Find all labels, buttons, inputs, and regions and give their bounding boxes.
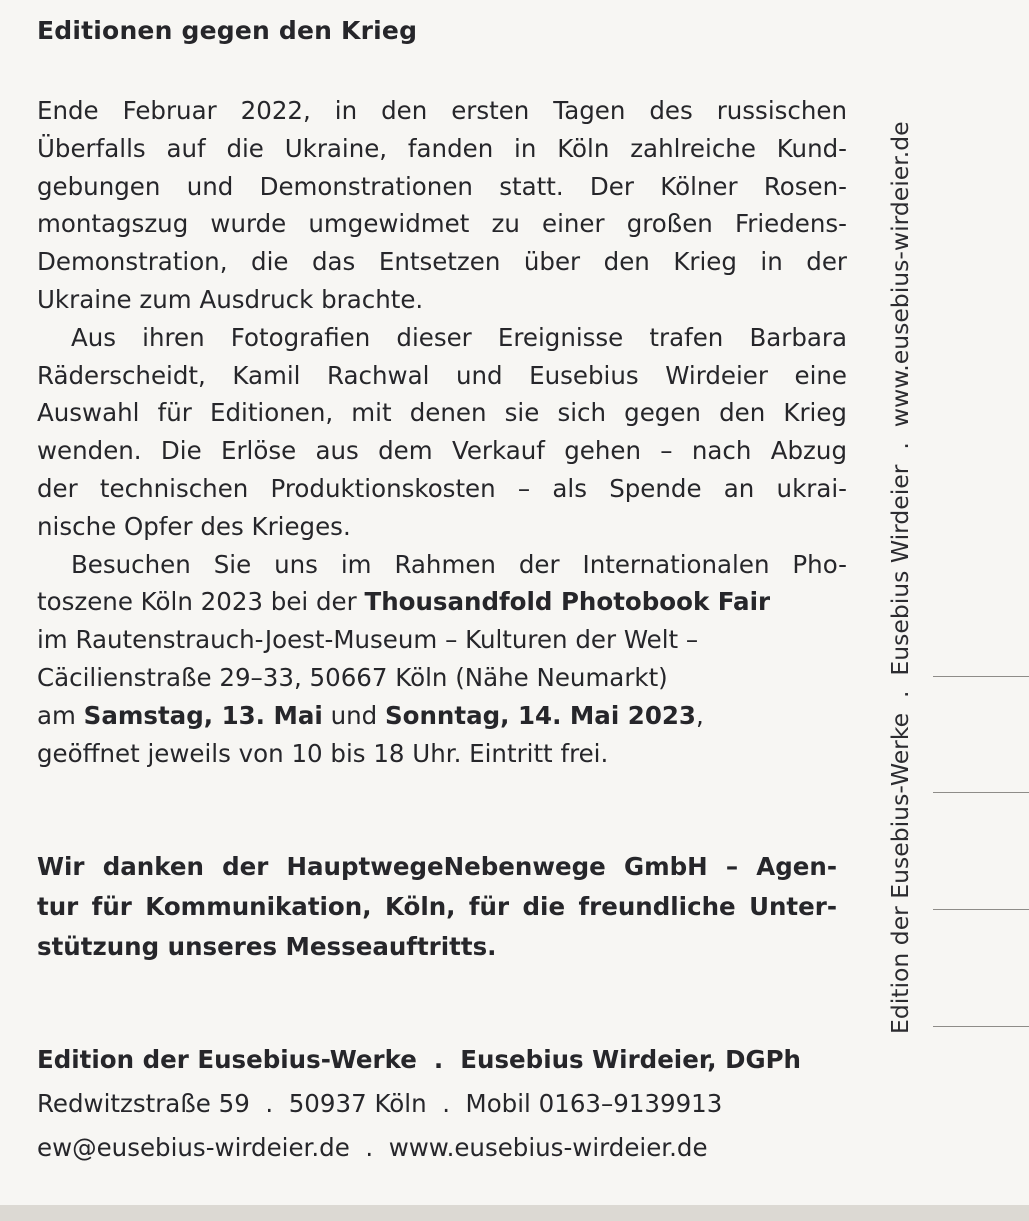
paragraph2-line: wenden. Die Erlöse aus dem Verkauf gehen – nach Abzug [37, 436, 847, 466]
email-web-line: ew@eusebius-wirdeier.de . www.eusebius-wirdeier.de [37, 1133, 708, 1162]
acknowledgement [37, 847, 837, 967]
acknowledgement-line: tur für Kommunikation, Köln, für die freundliche Unter- [37, 892, 837, 921]
paragraph1-line: Ukraine zum Ausdruck brachte. [37, 284, 424, 314]
address-field-line [933, 1026, 1029, 1027]
acknowledgement-line: Wir danken der HauptwegeNebenwege GmbH – Agen- [37, 852, 837, 881]
paragraph1-line: montagszug wurde umgewidmet zu einer großen Friedens- [37, 209, 847, 239]
paragraph1-line: Demonstration, die das Entsetzen über den Krieg in der [37, 247, 847, 277]
dates-prefix: am [37, 700, 84, 730]
dates-suffix: , [695, 700, 704, 730]
page-title: Editionen gegen den Krieg [37, 16, 418, 45]
address-line: Redwitzstraße 59 . 50937 Köln . Mobil 0163–9139913 [37, 1089, 723, 1118]
vertical-imprint: Edition der Eusebius-Werke . Eusebius Wirdeier . www.eusebius-wirdeier.de [886, 121, 914, 1034]
date-sunday: Sonntag, 14. Mai 2023 [385, 700, 696, 730]
dates-conjunction: und [322, 700, 386, 730]
paragraph2-line: nische Opfer des Krieges. [37, 511, 351, 541]
paragraph1-line: Ende Februar 2022, in den ersten Tagen des russischen [37, 96, 847, 125]
paragraph1-line: gebungen und Demonstrationen statt. Der Kölner Rosen- [37, 171, 847, 201]
paragraph1-line: Überfalls auf die Ukraine, fanden in Köln zahlreiche Kund- [37, 133, 847, 163]
opening-hours: geöffnet jeweils von 10 bis 18 Uhr. Eintritt frei. [37, 738, 609, 768]
address-field-line [933, 909, 1029, 910]
paragraph3-line: Besuchen Sie uns im Rahmen der Internationalen Pho- [71, 549, 847, 579]
fair-name: Thousandfold Photobook Fair [364, 587, 771, 617]
paragraph3-line [37, 697, 847, 735]
publisher-line: Edition der Eusebius-Werke . Eusebius Wirdeier, DGPh [37, 1045, 801, 1074]
acknowledgement-line: stützung unseres Messeauftritts. [37, 932, 497, 961]
paragraph3-line2-text: toszene Köln 2023 bei der [37, 587, 365, 617]
address-field-line [933, 676, 1029, 677]
paragraph2-line: Räderscheidt, Kamil Rachwal und Eusebius Wirdeier eine [37, 360, 847, 390]
address-field-line [933, 792, 1029, 793]
paragraph2-line: der technischen Produktionskosten – als Spende an ukrai- [37, 473, 847, 503]
paragraph3-line: Cäcilienstraße 29–33, 50667 Köln (Nähe Neumarkt) [37, 662, 668, 692]
paragraph3-line [37, 583, 847, 621]
paragraph2-line: Auswahl für Editionen, mit denen sie sich gegen den Krieg [37, 398, 847, 428]
paragraph3-line: im Rautenstrauch-Joest-Museum – Kulturen der Welt – [37, 625, 699, 655]
contact-footer [37, 1038, 847, 1170]
paragraph2-line: Aus ihren Fotografien dieser Ereignisse trafen Barbara [71, 322, 847, 352]
card-bottom-edge [0, 1205, 1029, 1221]
main-text [37, 92, 847, 772]
date-saturday: Samstag, 13. Mai [83, 700, 323, 730]
